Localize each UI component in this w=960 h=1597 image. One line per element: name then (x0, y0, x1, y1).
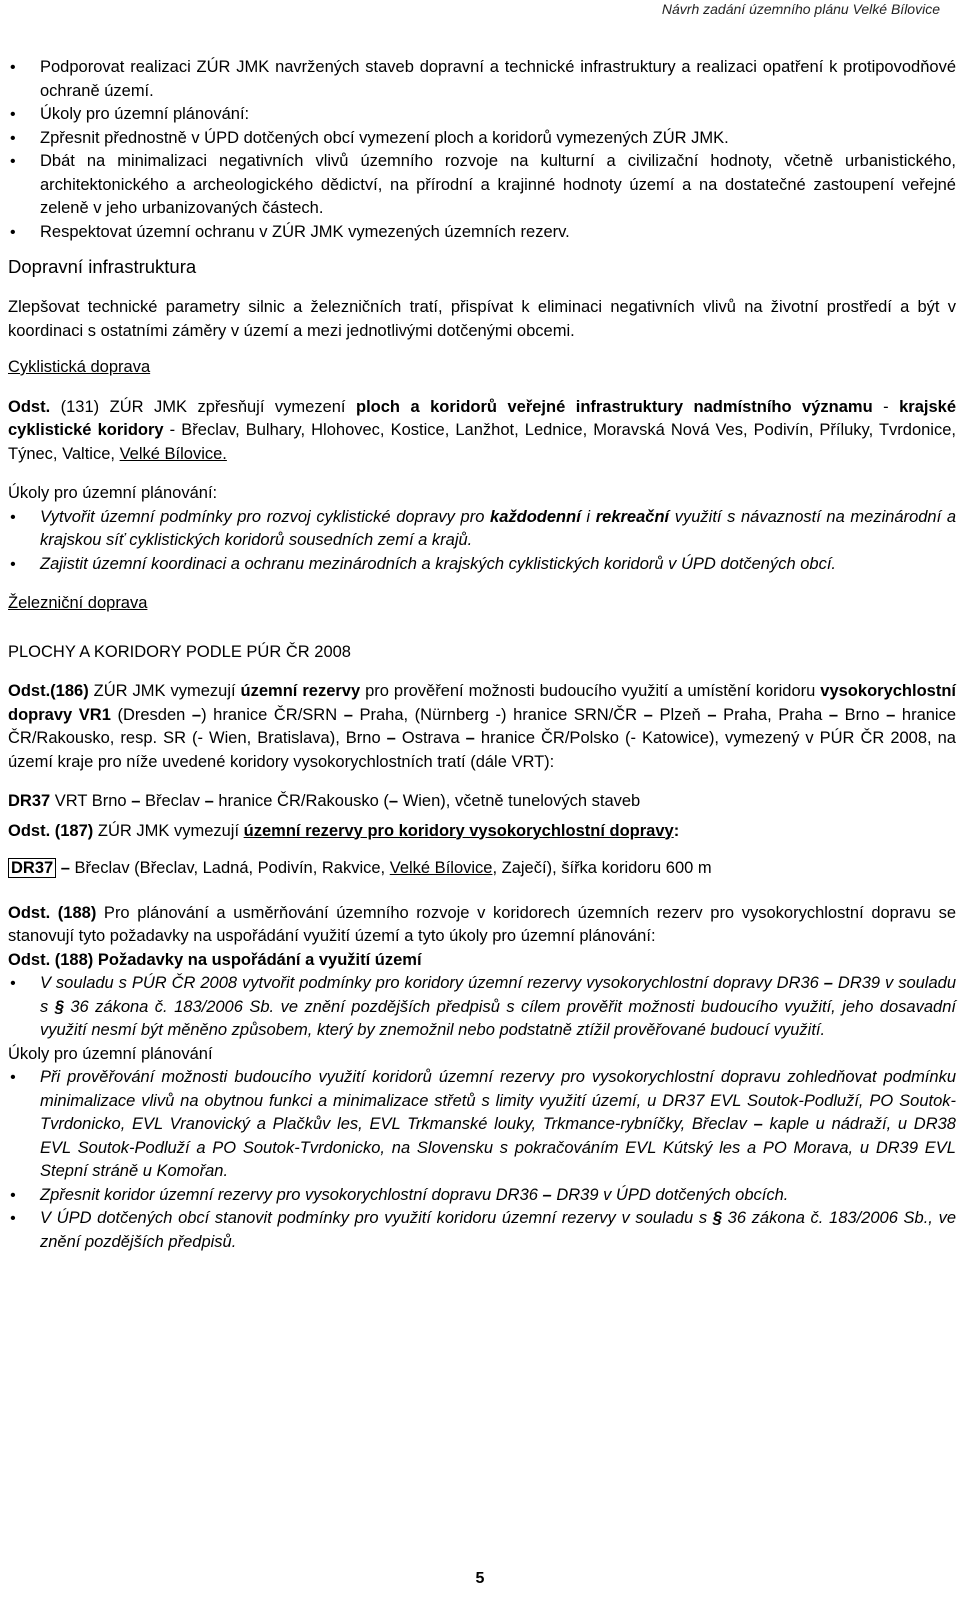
dash: – (753, 1115, 763, 1133)
text-span: hranice ČR/Rakousko ( (213, 792, 389, 810)
bold-span: nadmístního významu (693, 397, 873, 416)
underlined-span: Velké Bílovice (389, 859, 493, 877)
text-span: 36 zákona č. 183/2006 Sb., ve znění pozdějších předpisů. (40, 1209, 956, 1251)
text-span: pro prověření možnosti budoucího využití a umístění koridoru (360, 682, 821, 700)
text-span: Ostrava (395, 729, 466, 747)
text-span: V souladu s PÚR ČR 2008 vytvořit podmínky pro koridory územní rezervy vysokorychlostní dopravy DR36 (40, 974, 824, 992)
list-item: • Respektovat územní ochranu v ZÚR JMK vymezených územních rezerv. (8, 221, 956, 245)
text-span: Zpřesnit koridor územní rezervy pro vysokorychlostní dopravu DR36 (40, 1185, 543, 1204)
odst-label: Odst.(186) (8, 682, 89, 700)
dash: – (828, 705, 839, 724)
text-span: Břeclav (Břeclav, Ladná, Podivín, Rakvice, (69, 859, 390, 877)
dash: – (131, 792, 141, 810)
dash: – (386, 729, 396, 747)
dash: – (886, 705, 896, 724)
paragraph-odst-186 (8, 680, 956, 774)
text-span: (Dresden (110, 705, 192, 724)
top-bullet-list (8, 56, 956, 244)
bold-span: krajské cyklistické koridory (8, 397, 956, 439)
list-item: • Podporovat realizaci ZÚR JMK navržených staveb dopravní a technické infrastruktury a realizaci opatření k protipovodňové ochraně území. (8, 56, 956, 103)
text-span: využití s návazností na mezinárodní a krajskou síť cyklistických koridorů sousedních zemí a krajů. (40, 507, 956, 549)
dash: – (60, 859, 70, 877)
text-span: (131) ZÚR JMK zpřesňují vymezení (50, 397, 356, 416)
text-span: i (580, 507, 596, 526)
section-sign: § (712, 1209, 722, 1227)
dash: – (388, 792, 399, 810)
list-item (8, 506, 956, 553)
text-span: hranice ČR/Rakousko, resp. SR (- Wien, Bratislava), Brno (8, 705, 957, 747)
text-span: - Břeclav, Bulhary, Hlohovec, Kostice, Lanžhot, Lednice, Moravská Nová Ves, Podivín, Příluky, Tvrdonice, Týnec, Valtice, (8, 421, 956, 463)
section-heading-dopravni-infrastruktura: Dopravní infrastruktura (8, 256, 197, 277)
list-item (8, 1207, 956, 1254)
bold-span: veřejné infrastruktury (507, 397, 684, 416)
bold-span: každodenní (490, 507, 581, 526)
bold-span: rekreační (595, 507, 670, 526)
ukoly-label: Úkoly pro územní plánování: (8, 484, 218, 502)
text-span: - (872, 397, 900, 416)
dr37-boxed-label: DR37 (8, 858, 56, 878)
text-span: Wien), včetně tunelových staveb (398, 792, 641, 810)
text-span: hranice ČR/Polsko (- Katowice), vymezený v PÚR ČR 2008, na území kraje pro níže uvedené koridory vysokorychlostních tratí (dále VRT): (8, 729, 956, 771)
text-span (497, 398, 507, 416)
text-span: VRT Brno (50, 792, 132, 810)
text-span: Břeclav (140, 792, 205, 810)
paragraph-dr37 (8, 790, 956, 814)
underlined-span: Velké Bílovice. (119, 444, 227, 463)
bold-span: ploch a koridorů (355, 397, 498, 416)
bold-span: DR37 (8, 792, 51, 810)
bold-span: územní rezervy (240, 682, 361, 700)
text-span: ) hranice ČR/SRN (201, 705, 344, 724)
text-span: kaple u nádraží, u DR38 EVL Soutok-Podluží a PO Soutok-Tvrdonicko, na Slovensku s pokračováním EVL Kútský les a PO Morava, u DR39 EVL Stepní stráně u Komořan. (40, 1115, 956, 1180)
text-span: Praha, Praha (716, 705, 829, 724)
list-item: • Zpřesnit přednostně v ÚPD dotčených obcí vymezení ploch a koridorů vymezených ZÚR JMK. (8, 127, 956, 151)
section-sign: § (54, 997, 64, 1016)
page-content (8, 56, 956, 1254)
list-item (8, 1066, 956, 1184)
list-item: • Dbát na minimalizaci negativních vlivů územního rozvoje na kulturní a civilizační hodnoty, včetně urbanistického, architektonického a archeologického dědictví, na přírodní a krajinné hodnoty území a na dostatečné zastoupení veřejné zeleně v jeho urbanizovaných částech. (8, 150, 956, 221)
text-span: Vytvořit územní podmínky pro rozvoj cyklistické dopravy pro (40, 507, 491, 526)
subheading-zeleznicni-doprava: Železniční doprava (8, 594, 148, 612)
text-span: V ÚPD dotčených obcí stanovit podmínky pro využití koridoru územní rezervy v souladu s (40, 1209, 713, 1227)
dash: – (465, 729, 475, 747)
dash: – (707, 705, 717, 724)
text-span: Zajistit územní koordinaci a ochranu mezinárodních a krajských cyklistických koridorů v ÚPD dotčených obcí. (40, 554, 836, 573)
paragraph-odst-131 (8, 396, 956, 467)
text-span: Pro plánování a usměrňování územního rozvoje v koridorech územních rezerv pro vysokorychlostní dopravu se stanovují tyto požadavky na uspořádání využití území a tyto úkoly pro územní plánování: (8, 903, 956, 945)
dash: – (823, 974, 833, 992)
odst-188-bullet-list (8, 972, 956, 1043)
plochy-heading: PLOCHY A KORIDORY PODLE PÚR ČR 2008 (8, 642, 351, 661)
text-span: Plzeň (652, 705, 708, 724)
text-span: , Zaječí), šířka koridoru 600 m (492, 859, 712, 877)
odst-label: Odst. (8, 397, 51, 416)
subheading-cyklisticka-doprava: Cyklistická doprava (8, 358, 151, 376)
cyklo-bullet-list (8, 506, 956, 577)
text-span: 36 zákona č. 183/2006 Sb. ve znění pozdějších předpisů s cílem prověřit možnosti budoucího využití, jeho dosavadní využití nesmí být měněno způsobem, který by znemožnil nebo podstatně ztížil prověřované budoucí využití. (40, 997, 956, 1039)
dash: – (643, 705, 653, 724)
dash: – (191, 705, 202, 724)
text-span: DR39 v ÚPD dotčených obcích. (551, 1185, 789, 1204)
text-span (683, 398, 693, 416)
bold-span: Odst. (187) (8, 821, 94, 840)
dash: – (542, 1185, 552, 1204)
paragraph-odst-187 (8, 820, 956, 844)
list-item (8, 553, 956, 577)
text-span: ZÚR JMK vymezují (93, 821, 244, 840)
underlined-span: územní rezervy pro koridory vysokorychlostní dopravy (243, 821, 674, 840)
page-number: 5 (475, 1570, 485, 1587)
paragraph-odst-188b: Odst. (188) Požadavky na uspořádání a využití území (8, 950, 422, 969)
running-header: Návrh zadání územního plánu Velké Bílovice (661, 1, 940, 17)
text-span: ZÚR JMK vymezují (88, 682, 241, 700)
dash: – (204, 792, 214, 810)
text-span: DR39 v souladu s (40, 974, 956, 1016)
text-span: Brno (838, 705, 887, 724)
ukoly-label-2: Úkoly pro územní plánování (8, 1044, 213, 1063)
final-bullet-list (8, 1066, 956, 1254)
dash: – (343, 705, 353, 724)
paragraph-dr37-breclav (8, 857, 956, 881)
list-item (8, 972, 956, 1043)
paragraph-odst-188a (8, 902, 956, 949)
text-span: Při prověřování možnosti budoucího využití koridorů územní rezervy pro vysokorychlostní dopravu zohledňovat podmínku minimalizace vlivů na obytnou funkci a minimalizace střetů s limity využití území, u DR37 EVL Soutok-Podluží, PO Soutok-Tvrdonicko, EVL Vranovický a Plačkův les, EVL Trkmanské louky, Trkmance-rybníčky, Břeclav (40, 1068, 956, 1133)
text-span: Praha, (Nürnberg -) hranice SRN/ČR (352, 705, 644, 724)
bold-span: vysokorychlostní dopravy VR1 (8, 682, 956, 724)
paragraph-doprava: Zlepšovat technické parametry silnic a železničních tratí, přispívat k eliminaci negativních vlivů na životní prostředí a být v koordinaci s ostatními záměry v území a mezi jednotlivými dotčenými obcemi. (8, 298, 956, 340)
list-item (8, 1184, 956, 1208)
text-span: : (673, 821, 680, 840)
bold-span: Odst. (188) (8, 903, 97, 922)
list-item: • Úkoly pro územní plánování: (8, 103, 956, 127)
